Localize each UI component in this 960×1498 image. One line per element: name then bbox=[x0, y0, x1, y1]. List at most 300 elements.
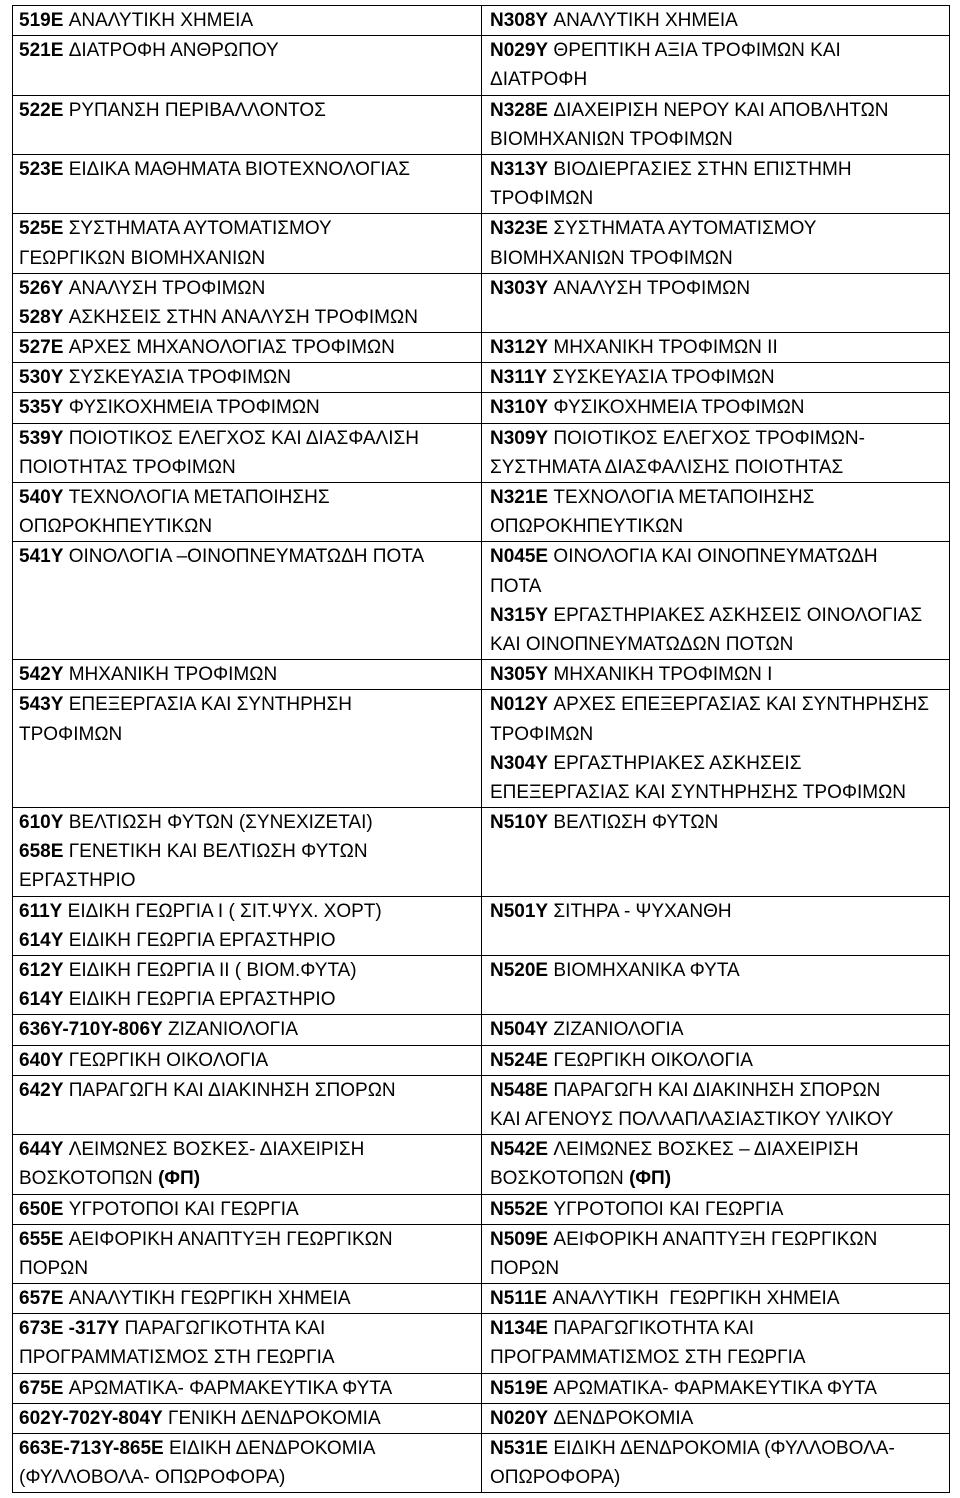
course-line bbox=[19, 1374, 477, 1403]
course-line bbox=[19, 6, 477, 35]
course-line bbox=[19, 453, 477, 482]
course-equivalence-body bbox=[13, 6, 950, 1493]
course-title: ΓΕΝΙΚΗ ΔΕΝΔΡΟΚΟΜΙΑ bbox=[168, 1407, 381, 1429]
table-row bbox=[13, 1224, 950, 1283]
course-line bbox=[19, 897, 477, 926]
table-row bbox=[13, 1373, 950, 1403]
course-title: ΑΝΑΛΥΤΙΚΗ ΧΗΜΕΙΑ bbox=[553, 10, 738, 31]
course-code: 636Υ-710Υ-806Υ bbox=[19, 1019, 163, 1041]
new-course-cell bbox=[482, 483, 950, 542]
course-line bbox=[490, 1374, 945, 1403]
old-course-cell bbox=[13, 542, 482, 660]
course-code: 675Ε bbox=[19, 1377, 64, 1399]
course-title: ΤΡΟΦΙΜΩΝ bbox=[490, 188, 594, 210]
course-title: ΠΑΡΑΓΩΓΙΚΟΤΗΤΑ ΚΑΙ bbox=[124, 1318, 326, 1340]
course-line bbox=[490, 1164, 945, 1193]
new-course-cell bbox=[482, 1373, 950, 1403]
course-line bbox=[19, 155, 477, 184]
old-course-cell bbox=[13, 95, 482, 154]
course-line bbox=[490, 1015, 945, 1044]
course-line bbox=[490, 6, 945, 35]
course-title: ΑΕΙΦΟΡΙΚΗ ΑΝΑΠΤΥΞΗ ΓΕΩΡΓΙΚΩΝ bbox=[68, 1228, 393, 1250]
course-line bbox=[19, 303, 477, 332]
course-line bbox=[490, 512, 945, 541]
course-line bbox=[19, 483, 477, 512]
course-title: ΚΑΙ ΑΓΕΝΟΥΣ ΠΟΛΛΑΠΛΑΣΙΑΣΤΙΚΟΥ ΥΛΙΚΟΥ bbox=[490, 1108, 894, 1130]
course-title: ΠΡΟΓΡΑΜΜΑΤΙΣΜΟΣ ΣΤΗ ΓΕΩΡΓΙΑ bbox=[490, 1347, 806, 1369]
course-code: 519Ε bbox=[19, 10, 64, 31]
course-line bbox=[490, 1254, 945, 1283]
course-line bbox=[490, 660, 945, 689]
old-course-cell bbox=[13, 956, 482, 1015]
course-line bbox=[19, 1254, 477, 1283]
course-code: 542Υ bbox=[19, 664, 64, 686]
course-line bbox=[490, 244, 945, 273]
course-line bbox=[19, 542, 477, 571]
course-title: ΣΙΤΗΡΑ - ΨΥΧΑΝΘΗ bbox=[553, 900, 732, 922]
course-title: ΑΣΚΗΣΕΙΣ ΣΤΗΝ ΑΝΑΛΥΣΗ ΤΡΟΦΙΜΩΝ bbox=[68, 306, 418, 328]
course-code: Ν311Υ bbox=[490, 367, 548, 389]
course-line bbox=[19, 36, 477, 65]
new-course-cell bbox=[482, 95, 950, 154]
course-code: Ν321Ε bbox=[490, 487, 549, 508]
course-title: ΑΝΑΛΥΤΙΚΗ ΧΗΜΕΙΑ bbox=[68, 10, 254, 31]
course-line bbox=[19, 1463, 477, 1492]
course-code: 539Υ bbox=[19, 427, 64, 449]
course-code: Ν504Υ bbox=[490, 1019, 549, 1041]
table-row bbox=[13, 1403, 950, 1433]
course-title: ΣΥΣΚΕΥΑΣΙΑ ΤΡΟΦΙΜΩΝ bbox=[552, 367, 775, 389]
course-title: ΡΥΠΑΝΣΗ ΠΕΡΙΒΑΛΛΟΝΤΟΣ bbox=[68, 99, 326, 121]
course-title: ΠΑΡΑΓΩΓΗ ΚΑΙ ΔΙΑΚΙΝΗΣΗ ΣΠΟΡΩΝ bbox=[68, 1079, 396, 1101]
table-row bbox=[13, 660, 950, 690]
old-course-cell bbox=[13, 36, 482, 95]
course-title: ΕΠΕΞΕΡΓΑΣΙΑΣ ΚΑΙ ΣΥΝΤΗΡΗΣΗΣ ΤΡΟΦΙΜΩΝ bbox=[490, 781, 907, 803]
old-course-cell bbox=[13, 154, 482, 213]
old-course-cell bbox=[13, 6, 482, 36]
new-course-cell bbox=[482, 1224, 950, 1283]
table-row bbox=[13, 214, 950, 273]
course-line bbox=[490, 1404, 945, 1433]
course-title: ΔΕΝΔΡΟΚΟΜΙΑ bbox=[553, 1407, 694, 1429]
course-line bbox=[19, 1076, 477, 1105]
course-code: Ν012Υ bbox=[490, 694, 549, 716]
course-code: Ν045Ε bbox=[490, 546, 549, 568]
course-line bbox=[490, 393, 945, 422]
course-code: Ν323Ε bbox=[490, 218, 549, 240]
table-row bbox=[13, 808, 950, 897]
course-title: ΟΠΩΡΟΚΗΠΕΥΤΙΚΩΝ bbox=[490, 516, 684, 538]
course-code: Ν501Υ bbox=[490, 900, 549, 922]
new-course-cell bbox=[482, 363, 950, 393]
table-row bbox=[13, 542, 950, 660]
new-course-cell bbox=[482, 1135, 950, 1194]
course-title: ΘΡΕΠΤΙΚΗ ΑΞΙΑ ΤΡΟΦΙΜΩΝ ΚΑΙ bbox=[553, 40, 841, 62]
course-code: 644Υ bbox=[19, 1139, 64, 1161]
course-line bbox=[490, 65, 945, 94]
course-code: Ν509Ε bbox=[490, 1228, 549, 1250]
course-title: ΛΕΙΜΩΝΕΣ ΒΟΣΚΕΣ- ΔΙΑΧΕΙΡΙΣΗ bbox=[68, 1139, 365, 1161]
course-title: ΤΕΧΝΟΛΟΓΙΑ ΜΕΤΑΠΟΙΗΣΗΣ bbox=[68, 487, 330, 508]
course-code: 640Υ bbox=[19, 1049, 64, 1071]
course-line bbox=[19, 1434, 477, 1463]
course-code: 614Υ bbox=[19, 929, 64, 951]
course-title: ΜΗΧΑΝΙΚΗ ΤΡΟΦΙΜΩΝ ΙΙ bbox=[553, 337, 778, 359]
course-line bbox=[490, 1314, 945, 1343]
old-course-cell bbox=[13, 393, 482, 423]
course-title: ΣΥΣΤΗΜΑΤΑ ΑΥΤΟΜΑΤΙΣΜΟΥ bbox=[553, 218, 817, 240]
new-course-cell bbox=[482, 896, 950, 955]
course-line bbox=[490, 542, 945, 571]
course-title: ΒΙΟΔΙΕΡΓΑΣΙΕΣ ΣΤΗΝ ΕΠΙΣΤΗΜΗ bbox=[553, 158, 852, 180]
course-line bbox=[490, 1105, 945, 1134]
table-row bbox=[13, 1075, 950, 1134]
course-line bbox=[490, 274, 945, 303]
course-code: Ν020Υ bbox=[490, 1407, 549, 1429]
course-line bbox=[19, 1284, 477, 1313]
course-code: Ν510Υ bbox=[490, 812, 549, 834]
course-code: 602Υ-702Υ-804Υ bbox=[19, 1407, 163, 1429]
old-course-cell bbox=[13, 273, 482, 332]
course-line bbox=[19, 1195, 477, 1224]
course-line bbox=[490, 363, 945, 392]
course-line bbox=[490, 1284, 945, 1313]
new-course-cell bbox=[482, 214, 950, 273]
course-line bbox=[490, 36, 945, 65]
new-course-cell bbox=[482, 154, 950, 213]
course-title: ΔΙΑΧΕΙΡΙΣΗ ΝΕΡΟΥ ΚΑΙ ΑΠΟΒΛΗΤΩΝ bbox=[553, 99, 889, 121]
course-title: ΤΡΟΦΙΜΩΝ bbox=[19, 723, 123, 745]
new-course-cell bbox=[482, 36, 950, 95]
table-row bbox=[13, 6, 950, 36]
new-course-cell bbox=[482, 273, 950, 332]
course-title: ΟΙΝΟΛΟΓΙΑ –ΟΙΝΟΠΝΕΥΜΑΤΩΔΗ ΠΟΤΑ bbox=[68, 546, 425, 568]
course-code: 543Υ bbox=[19, 694, 64, 716]
new-course-cell bbox=[482, 956, 950, 1015]
course-code: Ν310Υ bbox=[490, 397, 549, 419]
old-course-cell bbox=[13, 1403, 482, 1433]
course-title: ΕΠΕΞΕΡΓΑΣΙΑ ΚΑΙ ΣΥΝΤΗΡΗΣΗ bbox=[68, 694, 352, 716]
course-line bbox=[19, 1015, 477, 1044]
old-course-cell bbox=[13, 333, 482, 363]
course-line bbox=[19, 1404, 477, 1433]
course-title: ΓΕΩΡΓΙΚΩΝ ΒΙΟΜΗΧΑΝΙΩΝ bbox=[19, 247, 266, 269]
old-course-cell bbox=[13, 1194, 482, 1224]
old-course-cell bbox=[13, 1434, 482, 1493]
course-code: Ν313Υ bbox=[490, 158, 549, 180]
table-row bbox=[13, 483, 950, 542]
course-title: ΕΙΔΙΚΗ ΔΕΝΔΡΟΚΟΜΙΑ bbox=[169, 1438, 376, 1459]
course-code: 642Υ bbox=[19, 1079, 64, 1101]
table-row bbox=[13, 1045, 950, 1075]
course-code: 528Υ bbox=[19, 306, 64, 328]
course-line bbox=[490, 720, 945, 749]
table-row bbox=[13, 896, 950, 955]
course-line bbox=[490, 572, 945, 601]
course-code: 663Ε-713Υ-865Ε bbox=[19, 1438, 164, 1459]
course-line bbox=[490, 1225, 945, 1254]
course-code: 673Ε -317Υ bbox=[19, 1318, 120, 1340]
old-course-cell bbox=[13, 214, 482, 273]
course-line bbox=[490, 333, 945, 362]
course-title: ΛΕΙΜΩΝΕΣ ΒΟΣΚΕΣ – ΔΙΑΧΕΙΡΙΣΗ bbox=[553, 1139, 859, 1161]
course-line bbox=[490, 601, 945, 630]
new-course-cell bbox=[482, 423, 950, 482]
course-code: Ν519Ε bbox=[490, 1377, 549, 1399]
course-title: ΓΕΩΡΓΙΚΗ ΟΙΚΟΛΟΓΙΑ bbox=[68, 1049, 269, 1071]
course-line bbox=[490, 1046, 945, 1075]
course-title: ΚΑΙ ΟΙΝΟΠΝΕΥΜΑΤΩΔΩΝ ΠΟΤΩΝ bbox=[490, 633, 794, 655]
course-note: (ΦΠ) bbox=[158, 1168, 201, 1190]
course-title: ΕΡΓΑΣΤΗΡΙΑΚΕΣ ΑΣΚΗΣΕΙΣ ΟΙΝΟΛΟΓΙΑΣ bbox=[553, 604, 923, 626]
course-code: Ν542Ε bbox=[490, 1139, 549, 1161]
course-title: ΦΥΣΙΚΟΧΗΜΕΙΑ ΤΡΟΦΙΜΩΝ bbox=[68, 397, 320, 419]
course-line bbox=[19, 393, 477, 422]
course-title: ΑΡΧΕΣ ΜΗΧΑΝΟΛΟΓΙΑΣ ΤΡΟΦΙΜΩΝ bbox=[68, 337, 395, 359]
course-title: ΔΙΑΤΡΟΦΗ bbox=[490, 69, 588, 91]
course-title: ΔΙΑΤΡΟΦΗ ΑΝΘΡΩΠΟΥ bbox=[68, 40, 279, 62]
course-line bbox=[490, 749, 945, 778]
course-code: Ν524Ε bbox=[490, 1049, 549, 1071]
course-title: ΕΙΔΙΚΗ ΓΕΩΡΓΙΑ ΙΙ ( ΒΙΟΜ.ΦΥΤΑ) bbox=[68, 960, 357, 981]
course-line bbox=[19, 512, 477, 541]
table-row bbox=[13, 363, 950, 393]
course-title: ΒΕΛΤΙΩΣΗ ΦΥΤΩΝ (ΣΥΝΕΧΙΖΕΤΑΙ) bbox=[68, 812, 373, 834]
course-line bbox=[19, 333, 477, 362]
course-code: Ν303Υ bbox=[490, 277, 549, 299]
course-title: ΓΕΩΡΓΙΚΗ ΟΙΚΟΛΟΓΙΑ bbox=[553, 1049, 753, 1071]
course-title: ΒΕΛΤΙΩΣΗ ΦΥΤΩΝ bbox=[553, 812, 719, 834]
course-line bbox=[19, 837, 477, 866]
old-course-cell bbox=[13, 1045, 482, 1075]
course-code: 522Ε bbox=[19, 99, 64, 121]
course-title: ΕΡΓΑΣΤΗΡΙΑΚΕΣ ΑΣΚΗΣΕΙΣ bbox=[553, 752, 802, 774]
table-row bbox=[13, 690, 950, 808]
course-line bbox=[19, 1164, 477, 1193]
course-title: ΜΗΧΑΝΙΚΗ ΤΡΟΦΙΜΩΝ bbox=[68, 664, 278, 686]
course-title: ΑΡΩΜΑΤΙΚΑ- ΦΑΡΜΑΚΕΥΤΙΚΑ ΦΥΤΑ bbox=[553, 1377, 877, 1399]
table-row bbox=[13, 36, 950, 95]
course-code: 527Ε bbox=[19, 337, 64, 359]
course-title: ΕΡΓΑΣΤΗΡΙΟ bbox=[19, 870, 136, 892]
old-course-cell bbox=[13, 1284, 482, 1314]
course-line bbox=[490, 630, 945, 659]
new-course-cell bbox=[482, 1045, 950, 1075]
course-code: 655Ε bbox=[19, 1228, 64, 1250]
course-line bbox=[19, 1343, 477, 1372]
table-row bbox=[13, 956, 950, 1015]
course-title: ΣΥΣΚΕΥΑΣΙΑ ΤΡΟΦΙΜΩΝ bbox=[68, 367, 291, 389]
course-line bbox=[19, 720, 477, 749]
course-line bbox=[19, 424, 477, 453]
table-row bbox=[13, 1314, 950, 1373]
course-title: ΣΥΣΤΗΜΑΤΑ ΑΥΤΟΜΑΤΙΣΜΟΥ bbox=[68, 218, 332, 240]
course-title: ΒΟΣΚΟΤΟΠΩΝ bbox=[19, 1168, 153, 1190]
table-row bbox=[13, 1135, 950, 1194]
course-line bbox=[490, 956, 945, 985]
old-course-cell bbox=[13, 690, 482, 808]
course-code: 610Υ bbox=[19, 812, 64, 834]
table-row bbox=[13, 423, 950, 482]
course-line bbox=[19, 690, 477, 719]
course-title: ΠΑΡΑΓΩΓΙΚΟΤΗΤΑ ΚΑΙ bbox=[553, 1318, 755, 1340]
course-title: ΑΝΑΛΥΤΙΚΗ ΓΕΩΡΓΙΚΗ ΧΗΜΕΙΑ bbox=[552, 1288, 840, 1310]
old-course-cell bbox=[13, 363, 482, 393]
new-course-cell bbox=[482, 1194, 950, 1224]
course-line bbox=[19, 926, 477, 955]
old-course-cell bbox=[13, 423, 482, 482]
table-row bbox=[13, 1284, 950, 1314]
course-note: (ΦΠ) bbox=[629, 1168, 672, 1190]
old-course-cell bbox=[13, 896, 482, 955]
course-title: ΥΓΡΟΤΟΠΟΙ ΚΑΙ ΓΕΩΡΓΙΑ bbox=[553, 1198, 784, 1220]
course-title: ΕΙΔΙΚΑ ΜΑΘΗΜΑΤΑ ΒΙΟΤΕΧΝΟΛΟΓΙΑΣ bbox=[68, 158, 411, 180]
old-course-cell bbox=[13, 808, 482, 897]
course-code: Ν328Ε bbox=[490, 99, 549, 121]
course-line bbox=[490, 214, 945, 243]
new-course-cell bbox=[482, 1403, 950, 1433]
course-title: ΕΙΔΙΚΗ ΔΕΝΔΡΟΚΟΜΙΑ (ΦΥΛΛΟΒΟΛΑ- bbox=[553, 1438, 895, 1459]
course-line bbox=[19, 244, 477, 273]
new-course-cell bbox=[482, 808, 950, 897]
course-title: ΠΟΤΑ bbox=[490, 575, 542, 597]
course-equivalence-table bbox=[12, 5, 950, 1493]
course-title: ΖΙΖΑΝΙΟΛΟΓΙΑ bbox=[553, 1019, 684, 1041]
course-title: ΥΓΡΟΤΟΠΟΙ ΚΑΙ ΓΕΩΡΓΙΑ bbox=[68, 1198, 299, 1220]
course-code: Ν531Ε bbox=[490, 1438, 549, 1459]
new-course-cell bbox=[482, 6, 950, 36]
course-title: ΠΟΡΩΝ bbox=[19, 1257, 89, 1279]
course-code: 614Υ bbox=[19, 989, 64, 1011]
course-line bbox=[19, 808, 477, 837]
course-line bbox=[490, 453, 945, 482]
course-code: Ν315Υ bbox=[490, 604, 549, 626]
course-title: ΦΥΣΙΚΟΧΗΜΕΙΑ ΤΡΟΦΙΜΩΝ bbox=[553, 397, 805, 419]
course-title: ΜΗΧΑΝΙΚΗ ΤΡΟΦΙΜΩΝ Ι bbox=[553, 664, 773, 686]
course-code: 657Ε bbox=[19, 1288, 64, 1310]
new-course-cell bbox=[482, 1015, 950, 1045]
course-code: Ν134Ε bbox=[490, 1318, 549, 1340]
course-line bbox=[19, 660, 477, 689]
course-line bbox=[19, 1046, 477, 1075]
course-title: ΣΥΣΤΗΜΑΤΑ ΔΙΑΣΦΑΛΙΣΗΣ ΠΟΙΟΤΗΤΑΣ bbox=[490, 456, 844, 478]
course-line bbox=[490, 96, 945, 125]
course-title: ΑΝΑΛΥΣΗ ΤΡΟΦΙΜΩΝ bbox=[68, 277, 266, 299]
course-title: ΓΕΝΕΤΙΚΗ ΚΑΙ ΒΕΛΤΙΩΣΗ ΦΥΤΩΝ bbox=[68, 841, 368, 863]
course-title: ΑΕΙΦΟΡΙΚΗ ΑΝΑΠΤΥΞΗ ΓΕΩΡΓΙΚΩΝ bbox=[553, 1228, 878, 1250]
course-code: 541Υ bbox=[19, 546, 64, 568]
course-title: ΑΡΩΜΑΤΙΚΑ- ΦΑΡΜΑΚΕΥΤΙΚΑ ΦΥΤΑ bbox=[68, 1377, 393, 1399]
course-title: ΠΟΙΟΤΙΚΟΣ ΕΛΕΓΧΟΣ ΚΑΙ ΔΙΑΣΦΑΛΙΣΗ bbox=[68, 427, 419, 449]
course-code: 525Ε bbox=[19, 218, 64, 240]
course-line bbox=[19, 1135, 477, 1164]
course-line bbox=[19, 866, 477, 895]
old-course-cell bbox=[13, 660, 482, 690]
course-line bbox=[19, 363, 477, 392]
course-code: 530Υ bbox=[19, 367, 64, 389]
table-row bbox=[13, 1194, 950, 1224]
course-code: 521Ε bbox=[19, 40, 64, 62]
old-course-cell bbox=[13, 1224, 482, 1283]
old-course-cell bbox=[13, 1314, 482, 1373]
table-row bbox=[13, 393, 950, 423]
course-title: ΑΡΧΕΣ ΕΠΕΞΕΡΓΑΣΙΑΣ ΚΑΙ ΣΥΝΤΗΡΗΣΗΣ bbox=[553, 694, 929, 716]
course-line bbox=[19, 985, 477, 1014]
course-code: Ν309Υ bbox=[490, 427, 549, 449]
course-line bbox=[490, 125, 945, 154]
new-course-cell bbox=[482, 1434, 950, 1493]
course-title: ΕΙΔΙΚΗ ΓΕΩΡΓΙΑ ΕΡΓΑΣΤΗΡΙΟ bbox=[68, 989, 336, 1011]
old-course-cell bbox=[13, 1015, 482, 1045]
course-code: 540Υ bbox=[19, 487, 64, 508]
course-line bbox=[490, 184, 945, 213]
table-row bbox=[13, 333, 950, 363]
course-title: ΠΡΟΓΡΑΜΜΑΤΙΣΜΟΣ ΣΤΗ ΓΕΩΡΓΙΑ bbox=[19, 1347, 335, 1369]
course-line bbox=[490, 897, 945, 926]
course-title: ΒΙΟΜΗΧΑΝΙΩΝ ΤΡΟΦΙΜΩΝ bbox=[490, 247, 733, 269]
course-line bbox=[19, 214, 477, 243]
course-code: Ν029Υ bbox=[490, 40, 549, 62]
table-row bbox=[13, 1015, 950, 1045]
table-row bbox=[13, 273, 950, 332]
table-row bbox=[13, 1434, 950, 1493]
course-line bbox=[19, 1314, 477, 1343]
course-code: Ν308Υ bbox=[490, 10, 549, 31]
course-line bbox=[19, 274, 477, 303]
table-row bbox=[13, 154, 950, 213]
new-course-cell bbox=[482, 660, 950, 690]
course-code: Ν511Ε bbox=[490, 1288, 548, 1310]
course-line bbox=[19, 956, 477, 985]
new-course-cell bbox=[482, 1284, 950, 1314]
new-course-cell bbox=[482, 393, 950, 423]
course-title: ΕΙΔΙΚΗ ΓΕΩΡΓΙΑ Ι ( ΣΙΤ.ΨΥΧ. ΧΟΡΤ) bbox=[67, 900, 382, 922]
course-code: 526Υ bbox=[19, 277, 64, 299]
course-line bbox=[490, 424, 945, 453]
new-course-cell bbox=[482, 333, 950, 363]
old-course-cell bbox=[13, 1373, 482, 1403]
course-code: Ν312Υ bbox=[490, 337, 549, 359]
course-line bbox=[490, 1343, 945, 1372]
course-code: Ν304Υ bbox=[490, 752, 549, 774]
course-line bbox=[490, 808, 945, 837]
course-line bbox=[19, 1225, 477, 1254]
course-code: 611Υ bbox=[19, 900, 63, 922]
old-course-cell bbox=[13, 1075, 482, 1134]
course-title: ΕΙΔΙΚΗ ΓΕΩΡΓΙΑ ΕΡΓΑΣΤΗΡΙΟ bbox=[68, 929, 336, 951]
course-title: ΠΟΡΩΝ bbox=[490, 1257, 560, 1279]
old-course-cell bbox=[13, 1135, 482, 1194]
course-line bbox=[490, 155, 945, 184]
course-code: Ν305Υ bbox=[490, 664, 549, 686]
course-line bbox=[490, 1463, 945, 1492]
course-line bbox=[490, 483, 945, 512]
new-course-cell bbox=[482, 1314, 950, 1373]
course-line bbox=[490, 1076, 945, 1105]
course-title: ΑΝΑΛΥΣΗ ΤΡΟΦΙΜΩΝ bbox=[553, 277, 751, 299]
old-course-cell bbox=[13, 483, 482, 542]
course-title: ΠΟΙΟΤΙΚΟΣ ΕΛΕΓΧΟΣ ΤΡΟΦΙΜΩΝ- bbox=[553, 427, 865, 449]
course-code: 535Υ bbox=[19, 397, 64, 419]
course-title: ΤΡΟΦΙΜΩΝ bbox=[490, 723, 594, 745]
table-row bbox=[13, 95, 950, 154]
course-title: ΠΟΙΟΤΗΤΑΣ ΤΡΟΦΙΜΩΝ bbox=[19, 456, 236, 478]
course-code: 612Υ bbox=[19, 960, 64, 981]
course-line bbox=[19, 96, 477, 125]
course-title: ΠΑΡΑΓΩΓΗ ΚΑΙ ΔΙΑΚΙΝΗΣΗ ΣΠΟΡΩΝ bbox=[553, 1079, 881, 1101]
course-title: ΒΟΣΚΟΤΟΠΩΝ bbox=[490, 1168, 624, 1190]
course-title: ΟΠΩΡΟΦΟΡΑ) bbox=[490, 1467, 621, 1489]
